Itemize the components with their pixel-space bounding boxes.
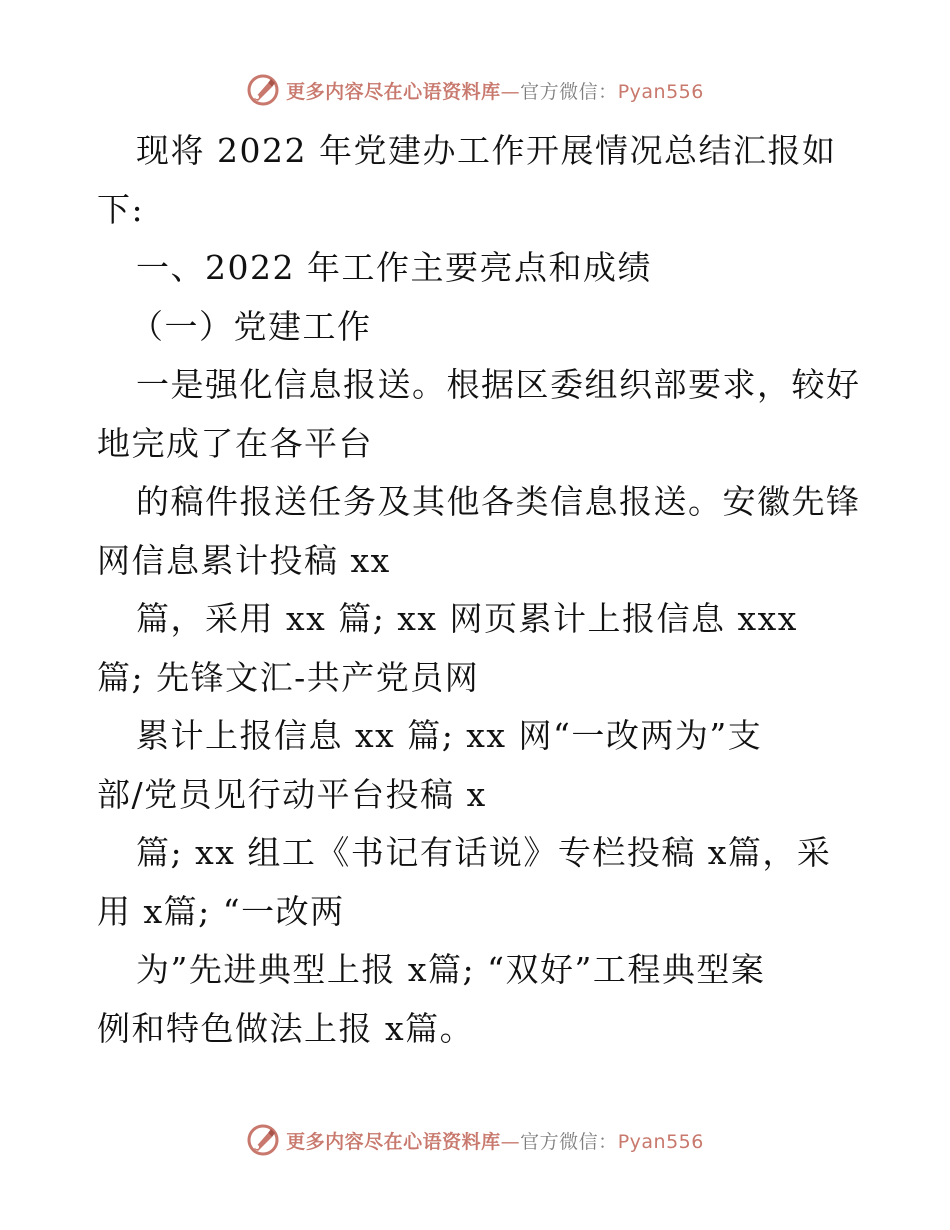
paragraph-line: 篇; 先锋文汇-共产党员网 — [97, 657, 480, 697]
watermark-wechat-id: Pyan556 — [617, 80, 704, 103]
watermark-dash: — — [500, 1130, 521, 1153]
paragraph-line: 现将 2022 年党建办工作开展情况总结汇报如 — [136, 131, 837, 170]
subsection-heading: （一）党建工作 — [130, 306, 372, 346]
paragraph-line: 的稿件报送任务及其他各类信息报送。安徽先锋 — [136, 482, 861, 521]
paragraph-line: 篇，采用 xx 篇; xx 网页累计上报信息 xxx — [136, 599, 798, 638]
paragraph-line: 地完成了在各平台 — [97, 423, 373, 463]
watermark-dash: — — [500, 80, 521, 103]
watermark-text — [286, 77, 704, 104]
paragraph-line: 为”先进典型上报 x篇; “双好”工程典型案 — [136, 950, 766, 989]
pen-circle-logo-icon — [246, 73, 280, 107]
paragraph-line: 例和特色做法上报 x篇。 — [97, 1008, 475, 1048]
footer-watermark — [0, 1120, 950, 1160]
section-heading: 一、2022 年工作主要亮点和成绩 — [136, 248, 652, 287]
paragraph-line: 累计上报信息 xx 篇; xx 网“一改两为”支 — [136, 716, 763, 755]
pen-circle-logo-icon — [246, 1123, 280, 1157]
header-watermark — [0, 70, 950, 110]
watermark-official-label: 官方微信： — [520, 80, 618, 103]
paragraph-line: 用 x篇; “一改两 — [97, 891, 345, 931]
paragraph-line: 篇; xx 组工《书记有话说》专栏投稿 x篇，采 — [136, 833, 832, 872]
watermark-site-text: 更多内容尽在心语资料库 — [286, 80, 501, 103]
watermark-text — [286, 1127, 704, 1154]
paragraph-line: 一是强化信息报送。根据区委组织部要求，较好 — [136, 365, 861, 404]
watermark-wechat-id: Pyan556 — [617, 1130, 704, 1153]
paragraph-line: 网信息累计投稿 xx — [97, 540, 391, 580]
watermark-site-text: 更多内容尽在心语资料库 — [286, 1130, 501, 1153]
document-body — [97, 122, 861, 1058]
paragraph-line: 下: — [97, 189, 145, 229]
paragraph-line: 部/党员见行动平台投稿 x — [97, 774, 487, 814]
watermark-official-label: 官方微信： — [520, 1130, 618, 1153]
